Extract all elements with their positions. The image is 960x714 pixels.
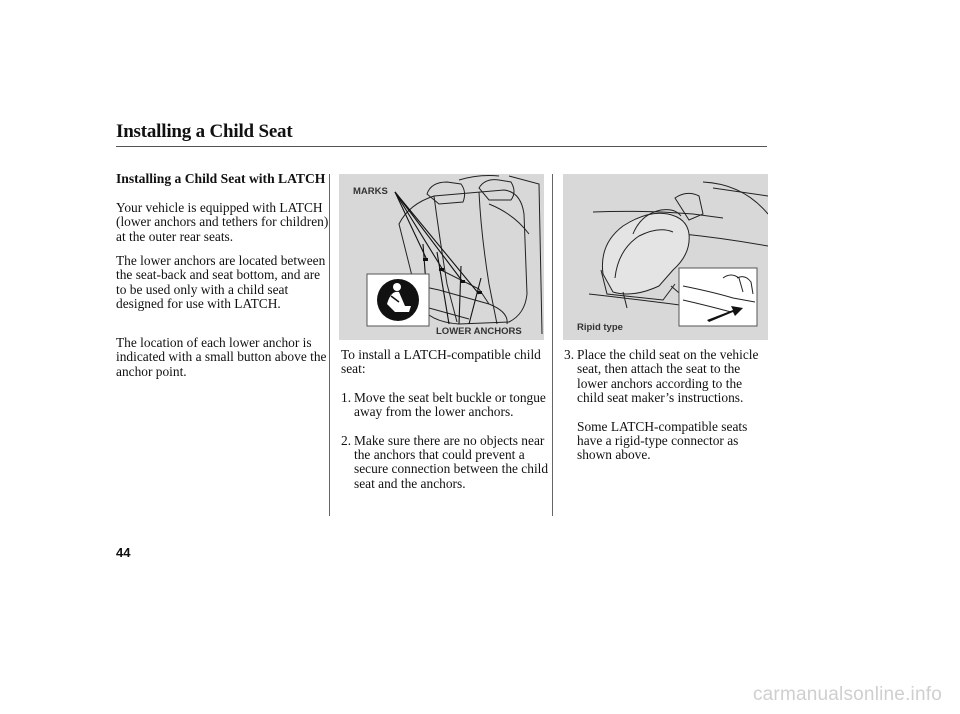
paragraph-latch-equipped: Your vehicle is equipped with LATCH (lower anchors and tethers for children) at the outer rear seats. bbox=[116, 200, 329, 244]
step-number: 1. bbox=[341, 389, 352, 405]
install-steps-continued bbox=[564, 348, 769, 406]
step-number: 3. bbox=[564, 347, 575, 362]
lower-anchors-label: LOWER ANCHORS bbox=[436, 326, 522, 337]
rear-seat-illustration bbox=[339, 174, 544, 340]
middle-column bbox=[341, 348, 551, 491]
watermark: carmanualsonline.info bbox=[752, 684, 942, 705]
step-number: 2. bbox=[341, 432, 352, 448]
step-2 bbox=[341, 434, 551, 492]
section-title: Installing a Child Seat with LATCH bbox=[116, 171, 326, 186]
column-divider-right bbox=[552, 174, 553, 516]
rigid-type-label: Ripid type bbox=[577, 322, 623, 333]
page-number: 44 bbox=[116, 545, 131, 560]
child-seat-rigid-illustration bbox=[563, 174, 768, 340]
header-divider bbox=[116, 146, 767, 147]
step-text: Place the child seat on the vehicle seat, then attach the seat to the lower anchors according to the child seat maker’s instructions. bbox=[577, 347, 759, 406]
install-steps bbox=[341, 391, 551, 491]
step-text: Make sure there are no objects near the anchors that could prevent a secure connection between the child seat and the anchors. bbox=[354, 432, 549, 491]
step-3 bbox=[564, 348, 769, 406]
step-text: Move the seat belt buckle or tongue away from the lower anchors. bbox=[354, 389, 546, 420]
rear-seat-figure bbox=[339, 174, 544, 340]
step-1 bbox=[341, 391, 551, 420]
page-title: Installing a Child Seat bbox=[116, 121, 293, 142]
rigid-connector-note: Some LATCH-compatible seats have a rigid-type connector as shown above. bbox=[577, 418, 748, 463]
child-seat-icon bbox=[377, 279, 419, 321]
paragraph-anchor-location: The lower anchors are located between the seat-back and seat bottom, and are to be used only with a child seat designed for use with LATCH. bbox=[116, 253, 326, 312]
install-intro: To install a LATCH-compatible child seat: bbox=[341, 347, 541, 377]
rigid-connector-figure bbox=[563, 174, 768, 340]
right-column bbox=[564, 348, 769, 463]
paragraph-anchor-button: The location of each lower anchor is indicated with a small button above the anchor point. bbox=[116, 335, 327, 379]
marks-label: MARKS bbox=[353, 186, 388, 197]
